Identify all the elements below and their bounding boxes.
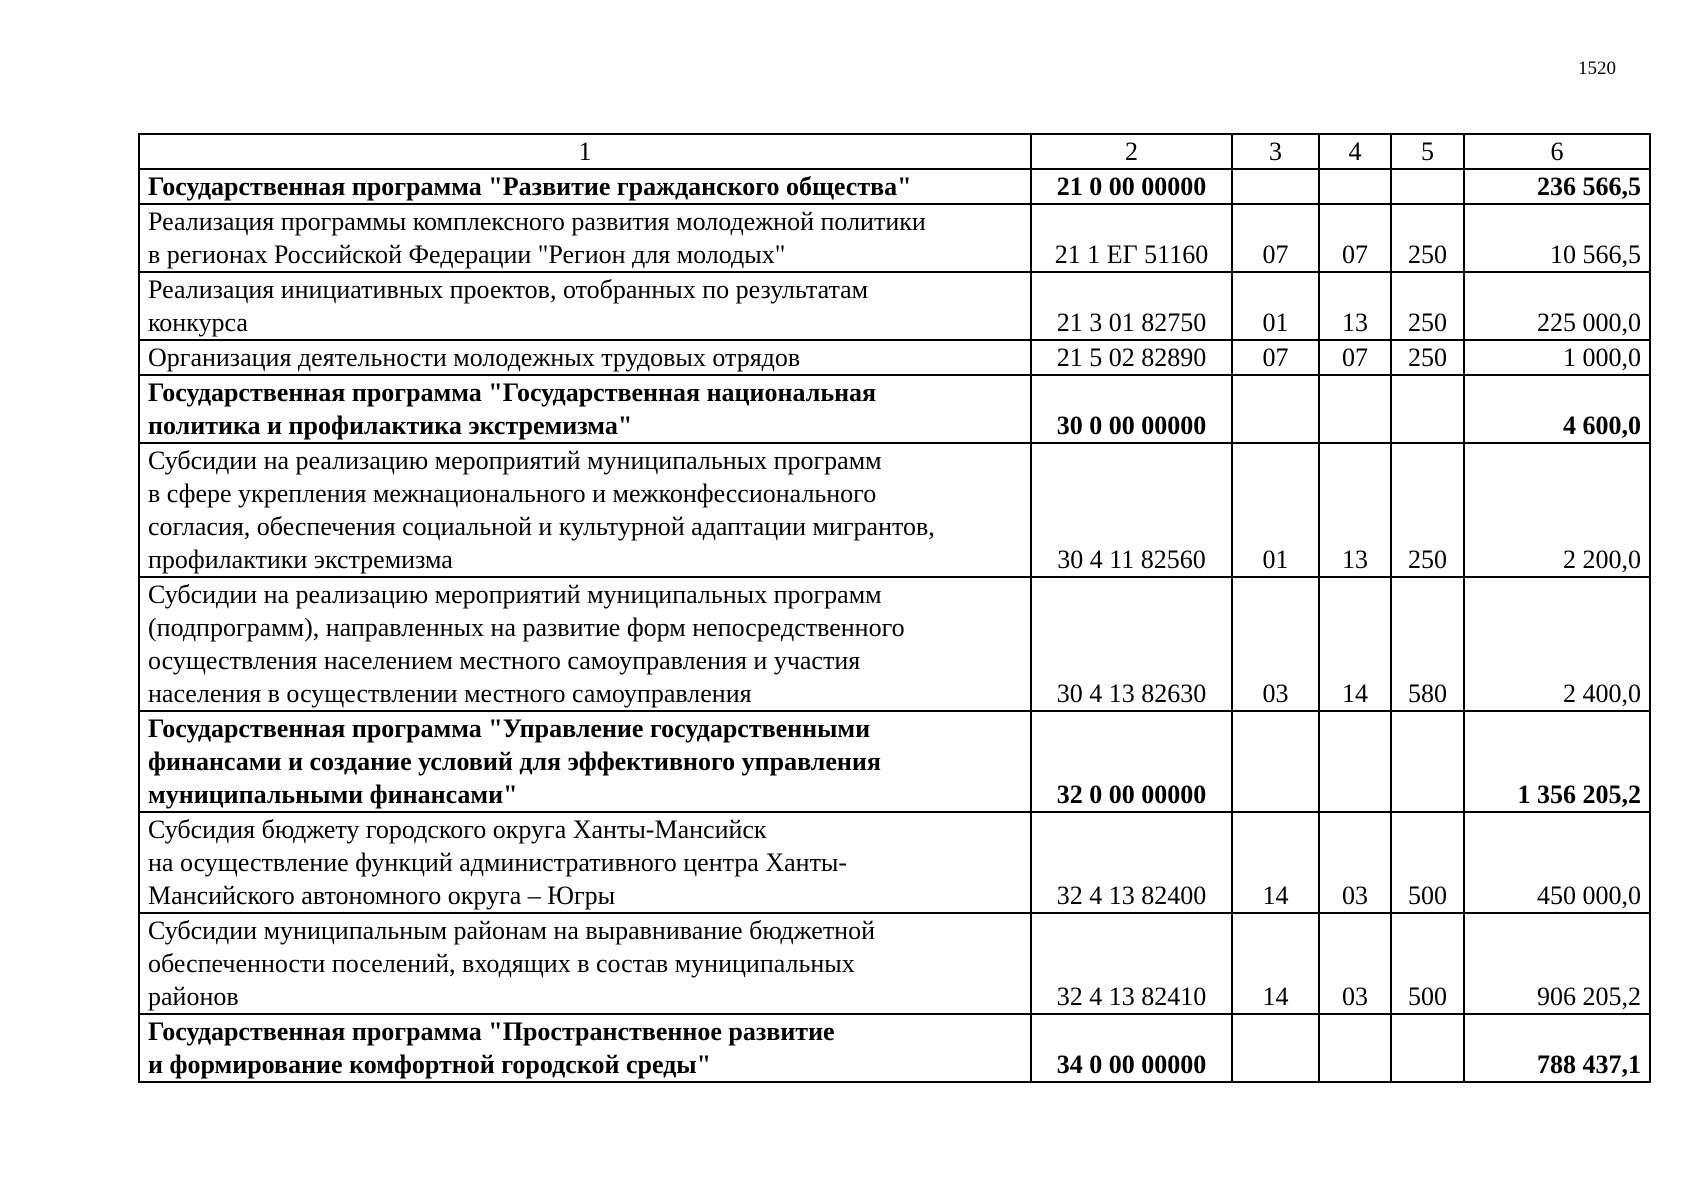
- cell-subsection: [1319, 169, 1391, 204]
- cell-name: [139, 577, 1031, 711]
- page-number: 1520: [1578, 58, 1616, 79]
- cell-name: [139, 913, 1031, 1014]
- cell-expense-type: 500: [1391, 812, 1464, 913]
- cell-section: 01: [1232, 272, 1319, 340]
- cell-code: 30 4 11 82560: [1031, 443, 1232, 577]
- table-row: [139, 577, 1650, 711]
- cell-code: 30 0 00 00000: [1031, 375, 1232, 443]
- name-line: обеспеченности поселений, входящих в состав муниципальных: [148, 949, 855, 978]
- cell-name: [139, 443, 1031, 577]
- name-line: осуществления населением местного самоуправления и участия: [148, 646, 861, 675]
- name-line: (подпрограмм), направленных на развитие форм непосредственного: [148, 613, 905, 642]
- name-line: Субсидия бюджету городского округа Ханты-Мансийск: [148, 815, 767, 844]
- cell-section: 01: [1232, 443, 1319, 577]
- cell-subsection: 13: [1319, 272, 1391, 340]
- cell-expense-type: [1391, 711, 1464, 812]
- header-cell-4: 4: [1319, 134, 1391, 169]
- name-line: муниципальными финансами": [148, 780, 518, 809]
- header-cell-2: 2: [1031, 134, 1232, 169]
- cell-section: 14: [1232, 913, 1319, 1014]
- name-line: Мансийского автономного округа – Югры: [148, 881, 616, 910]
- cell-amount: 906 205,2: [1464, 913, 1650, 1014]
- cell-code: 32 4 13 82410: [1031, 913, 1232, 1014]
- name-line: Государственная программа "Развитие гражданского общества": [148, 172, 912, 201]
- name-line: Субсидии муниципальным районам на выравнивание бюджетной: [148, 916, 876, 945]
- cell-expense-type: 250: [1391, 204, 1464, 272]
- table-row: [139, 812, 1650, 913]
- cell-name: [139, 204, 1031, 272]
- cell-section: 07: [1232, 340, 1319, 375]
- name-line: Субсидии на реализацию мероприятий муниципальных программ: [148, 446, 882, 475]
- program-row: [139, 1014, 1650, 1082]
- program-row: [139, 375, 1650, 443]
- header-cell-3: 3: [1232, 134, 1319, 169]
- cell-amount: 788 437,1: [1464, 1014, 1650, 1082]
- table-row: [139, 272, 1650, 340]
- cell-amount: 10 566,5: [1464, 204, 1650, 272]
- cell-name: [139, 169, 1031, 204]
- cell-amount: 2 400,0: [1464, 577, 1650, 711]
- cell-amount: 225 000,0: [1464, 272, 1650, 340]
- cell-subsection: [1319, 711, 1391, 812]
- cell-subsection: 07: [1319, 204, 1391, 272]
- cell-amount: 4 600,0: [1464, 375, 1650, 443]
- cell-name: [139, 711, 1031, 812]
- name-line: районов: [148, 982, 239, 1011]
- cell-code: 21 1 ЕГ 51160: [1031, 204, 1232, 272]
- cell-subsection: [1319, 1014, 1391, 1082]
- cell-expense-type: [1391, 169, 1464, 204]
- cell-subsection: 07: [1319, 340, 1391, 375]
- name-line: населения в осуществлении местного самоуправления: [148, 679, 752, 708]
- cell-code: 34 0 00 00000: [1031, 1014, 1232, 1082]
- name-line: на осуществление функций административного центра Ханты-: [148, 848, 848, 877]
- cell-code: 21 0 00 00000: [1031, 169, 1232, 204]
- table-row: [139, 204, 1650, 272]
- cell-section: 07: [1232, 204, 1319, 272]
- name-line: финансами и создание условий для эффективного управления: [148, 747, 881, 776]
- name-line: политика и профилактика экстремизма": [148, 411, 633, 440]
- name-line: Государственная программа "Управление государственными: [148, 714, 871, 743]
- name-line: Государственная программа "Пространственное развитие: [148, 1017, 835, 1046]
- header-cell-1: 1: [139, 134, 1031, 169]
- cell-amount: 2 200,0: [1464, 443, 1650, 577]
- name-line: Государственная программа "Государственная национальная: [148, 378, 877, 407]
- cell-code: 21 5 02 82890: [1031, 340, 1232, 375]
- name-line: и формирование комфортной городской среды": [148, 1050, 712, 1079]
- cell-code: 32 0 00 00000: [1031, 711, 1232, 812]
- name-line: Субсидии на реализацию мероприятий муниципальных программ: [148, 580, 882, 609]
- cell-section: [1232, 711, 1319, 812]
- cell-amount: 236 566,5: [1464, 169, 1650, 204]
- cell-section: [1232, 169, 1319, 204]
- cell-expense-type: 580: [1391, 577, 1464, 711]
- cell-subsection: [1319, 375, 1391, 443]
- name-line: профилактики экстремизма: [148, 545, 453, 574]
- name-line: Реализация программы комплексного развития молодежной политики: [148, 207, 926, 236]
- table-header-row: [139, 134, 1650, 169]
- cell-expense-type: [1391, 375, 1464, 443]
- cell-name: [139, 812, 1031, 913]
- name-line: Организация деятельности молодежных трудовых отрядов: [148, 343, 801, 372]
- cell-name: [139, 1014, 1031, 1082]
- cell-subsection: 03: [1319, 913, 1391, 1014]
- cell-section: 14: [1232, 812, 1319, 913]
- cell-subsection: 13: [1319, 443, 1391, 577]
- cell-expense-type: 250: [1391, 272, 1464, 340]
- cell-name: [139, 375, 1031, 443]
- name-line: Реализация инициативных проектов, отобранных по результатам: [148, 275, 869, 304]
- cell-code: 32 4 13 82400: [1031, 812, 1232, 913]
- name-line: конкурса: [148, 308, 248, 337]
- cell-expense-type: 250: [1391, 340, 1464, 375]
- program-row: [139, 711, 1650, 812]
- cell-expense-type: 250: [1391, 443, 1464, 577]
- cell-code: 21 3 01 82750: [1031, 272, 1232, 340]
- table-row: [139, 913, 1650, 1014]
- cell-name: [139, 272, 1031, 340]
- name-line: в регионах Российской Федерации "Регион для молодых": [148, 240, 786, 269]
- cell-amount: 450 000,0: [1464, 812, 1650, 913]
- table-body: [139, 134, 1650, 1082]
- table-row: [139, 443, 1650, 577]
- cell-subsection: 03: [1319, 812, 1391, 913]
- table-row: [139, 340, 1650, 375]
- cell-subsection: 14: [1319, 577, 1391, 711]
- name-line: согласия, обеспечения социальной и культурной адаптации мигрантов,: [148, 512, 935, 541]
- cell-section: 03: [1232, 577, 1319, 711]
- cell-amount: 1 356 205,2: [1464, 711, 1650, 812]
- cell-code: 30 4 13 82630: [1031, 577, 1232, 711]
- header-cell-6: 6: [1464, 134, 1650, 169]
- cell-amount: 1 000,0: [1464, 340, 1650, 375]
- budget-table: [138, 133, 1651, 1083]
- cell-expense-type: 500: [1391, 913, 1464, 1014]
- cell-name: [139, 340, 1031, 375]
- cell-section: [1232, 1014, 1319, 1082]
- header-cell-5: 5: [1391, 134, 1464, 169]
- cell-expense-type: [1391, 1014, 1464, 1082]
- program-row: [139, 169, 1650, 204]
- name-line: в сфере укрепления межнационального и межконфессионального: [148, 479, 877, 508]
- cell-section: [1232, 375, 1319, 443]
